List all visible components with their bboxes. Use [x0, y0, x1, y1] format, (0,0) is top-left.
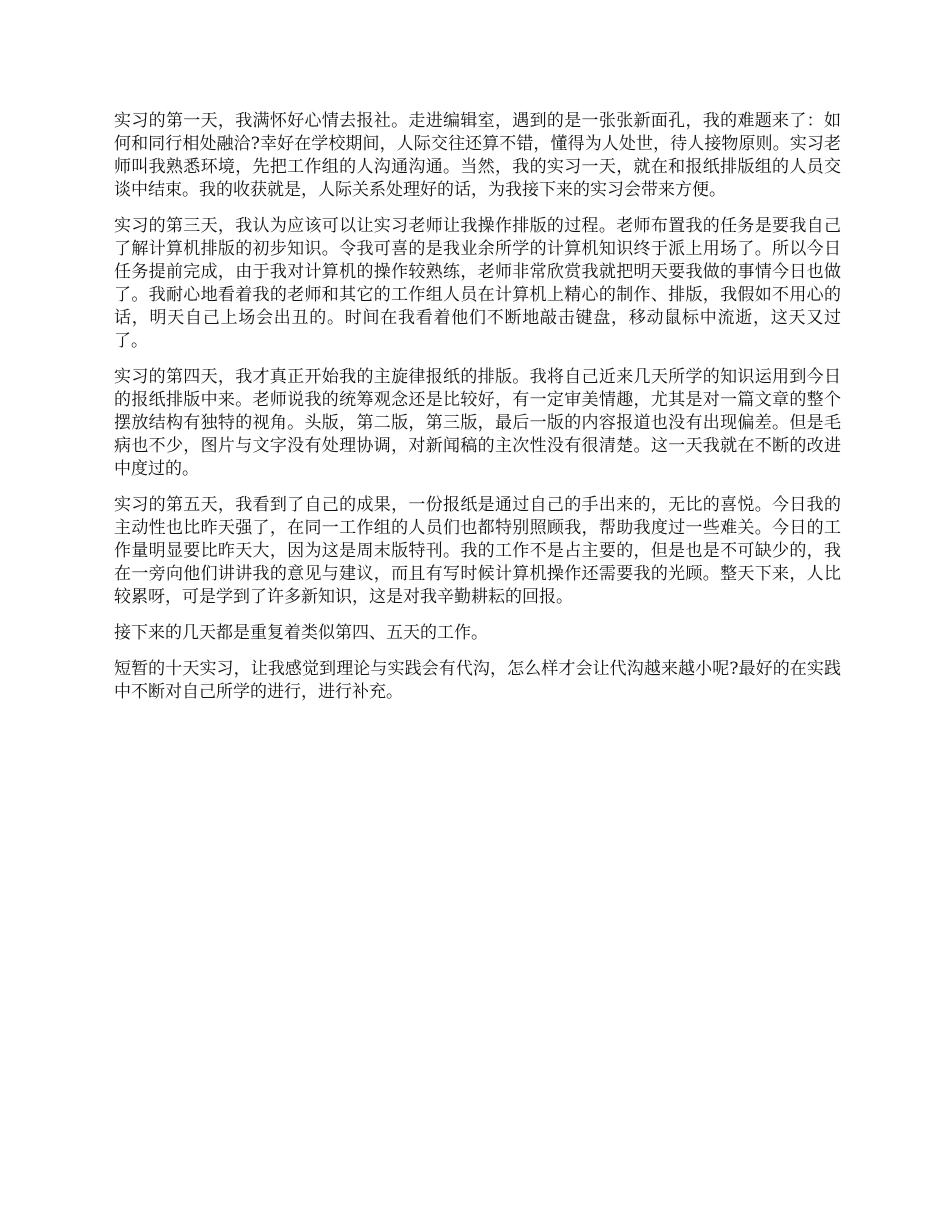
paragraph-day-three: 实习的第三天，我认为应该可以让实习老师让我操作排版的过程。老师布置我的任务是要我自己了解计算机排版的初步知识。令我可喜的是我业余所学的计算机知识终于派上用场了。所以今日任务提前完成，由于我对计算机的操作较熟练，老师非常欣赏我就把明天要我做的事情今日也做了。我耐心地看着我的老师和其它的工作组人员在计算机上精心的制作、排版，我假如不用心的话，明天自己上场会出丑的。时间在我看着他们不断地敲击键盘，移动鼠标中流逝，这天又过了。 — [114, 216, 841, 351]
document-page — [114, 110, 841, 717]
paragraph-day-four: 实习的第四天，我才真正开始我的主旋律报纸的排版。我将自己近来几天所学的知识运用到今日的报纸排版中来。老师说我的统筹观念还是比较好，有一定审美情趣，尤其是对一篇文章的整个摆放结构有独特的视角。头版，第二版，第三版，最后一版的内容报道也没有出现偏差。但是毛病也不少，图片与文字没有处理协调，对新闻稿的主次性没有很清楚。这一天我就在不断的改进中度过的。 — [114, 367, 841, 479]
paragraph-following-days: 接下来的几天都是重复着类似第四、五天的工作。 — [114, 623, 488, 643]
paragraph-day-five: 实习的第五天，我看到了自己的成果，一份报纸是通过自己的手出来的，无比的喜悦。今日我的主动性也比昨天强了，在同一工作组的人员们也都特别照顾我，帮助我度过一些难关。今日的工作量明显要比昨天大，因为这是周末版特刊。我的工作不是占主要的，但是也是不可缺少的，我在一旁向他们讲讲我的意见与建议，而且有写时候计算机操作还需要我的光顾。整天下来，人比较累呀，可是学到了许多新知识，这是对我辛勤耕耘的回报。 — [114, 495, 841, 607]
paragraph-day-one: 实习的第一天，我满怀好心情去报社。走进编辑室，遇到的是一张张新面孔，我的难题来了：如何和同行相处融洽?幸好在学校期间，人际交往还算不错，懂得为人处世，待人接物原则。实习老师叫我熟悉环境，先把工作组的人沟通沟通。当然，我的实习一天，就在和报纸排版组的人员交谈中结束。我的收获就是，人际关系处理好的话，为我接下来的实习会带来方便。 — [114, 111, 841, 200]
paragraph-conclusion: 短暂的十天实习，让我感觉到理论与实践会有代沟，怎么样才会让代沟越来越小呢?最好的在实践中不断对自己所学的进行，进行补充。 — [114, 659, 841, 702]
